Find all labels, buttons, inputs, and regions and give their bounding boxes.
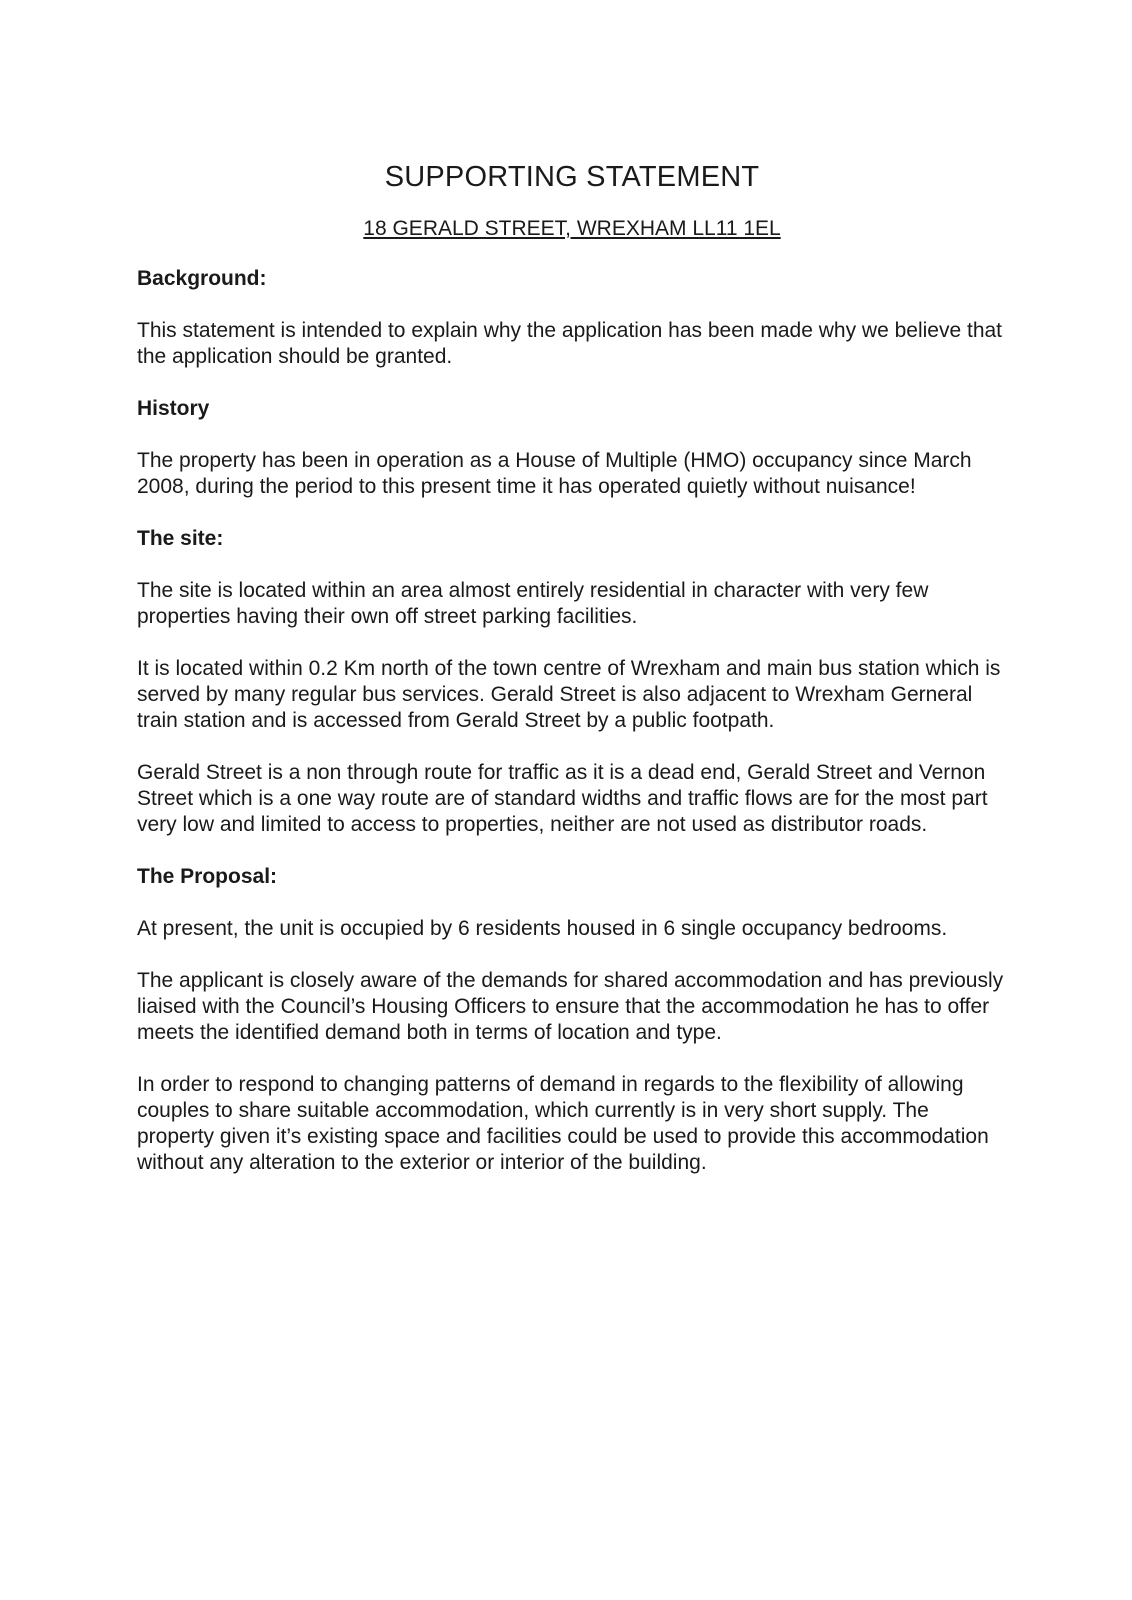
- document-title: SUPPORTING STATEMENT: [384, 161, 760, 193]
- heading-the-proposal: The Proposal:: [137, 865, 278, 888]
- site-paragraph-2: It is located within 0.2 Km north of the town centre of Wrexham and main bus station which is served by many regular bus services. Gerald Street is also adjacent to Wrexham Gerneral train station and is accessed from Gerald Street by a public footpath.: [137, 657, 1001, 732]
- site-paragraph-3: Gerald Street is a non through route for traffic as it is a dead end, Gerald Street and Vernon Street which is a one way route are of standard widths and traffic flows are for the most part very low and limited to access to properties, neither are not used as distributor roads.: [137, 761, 988, 836]
- heading-history: History: [137, 397, 210, 420]
- history-paragraph-1: The property has been in operation as a House of Multiple (HMO) occupancy since March 2008, during the period to this present time it has operated quietly without nuisance!: [137, 449, 972, 498]
- heading-background: Background:: [137, 267, 267, 290]
- document-page: [137, 160, 1007, 1176]
- property-address: 18 GERALD STREET, WREXHAM LL11 1EL: [363, 217, 781, 240]
- proposal-paragraph-1: At present, the unit is occupied by 6 residents housed in 6 single occupancy bedrooms.: [137, 917, 948, 940]
- background-paragraph-1: This statement is intended to explain why the application has been made why we believe that the application should be granted.: [137, 319, 1003, 368]
- proposal-paragraph-3: In order to respond to changing patterns of demand in regards to the flexibility of allowing couples to share suitable accommodation, which currently is in very short supply. The property given it’s existing space and facilities could be used to provide this accommodation without any alteration to the exterior or interior of the building.: [137, 1073, 989, 1174]
- proposal-paragraph-2: The applicant is closely aware of the demands for shared accommodation and has previously liaised with the Council’s Housing Officers to ensure that the accommodation he has to offer meets the identified demand both in terms of location and type.: [137, 969, 1004, 1044]
- site-paragraph-1: The site is located within an area almost entirely residential in character with very few properties having their own off street parking facilities.: [137, 579, 929, 628]
- heading-the-site: The site:: [137, 527, 224, 550]
